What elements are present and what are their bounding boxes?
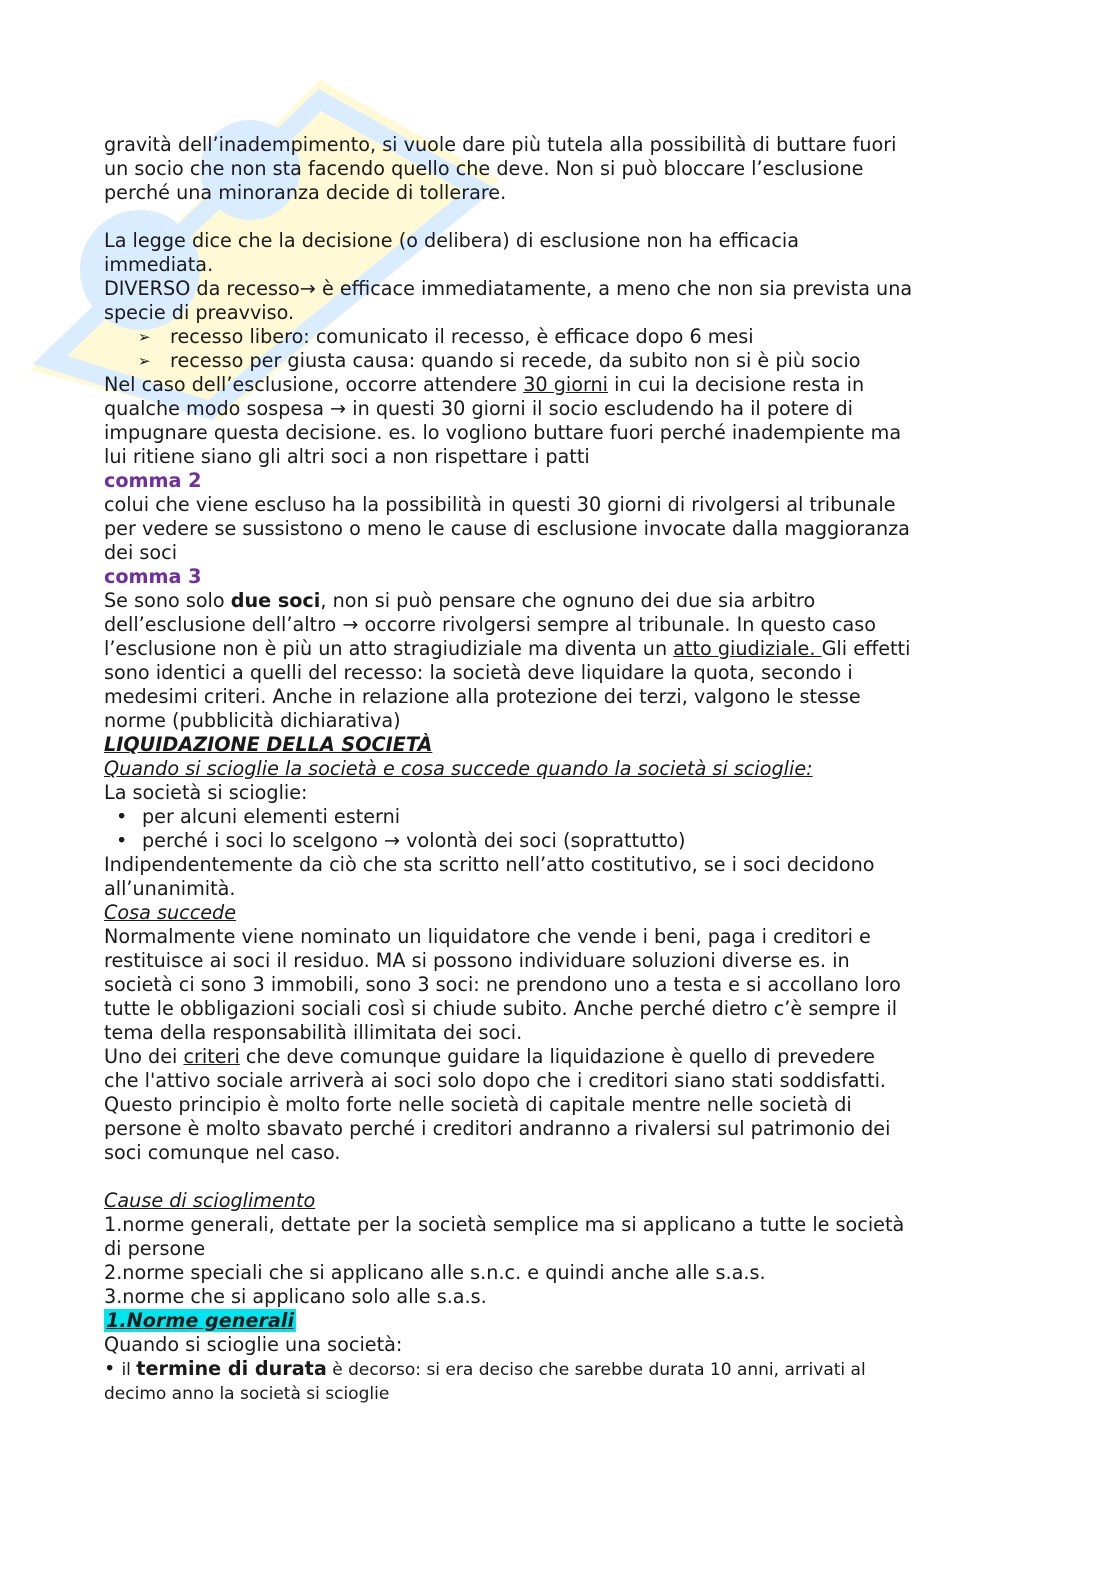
paragraph-line: un socio che non sta facendo quello che deve. Non si può bloccare l’esclusione (104, 157, 864, 180)
bullet-icon: • (116, 805, 128, 828)
paragraph-line: l’esclusione non è più un atto stragiudiziale ma diventa un atto giudiziale. Gli effetti (104, 637, 911, 660)
paragraph-line: specie di preavviso. (104, 301, 295, 324)
paragraph-line: impugnare questa decisione. es. lo vogliono buttare fuori perché inadempiente ma (104, 421, 902, 444)
paragraph-line: Uno dei criteri che deve comunque guidare la liquidazione è quello di prevedere (104, 1045, 875, 1068)
paragraph-line: sono identici a quelli del recesso: la società deve liquidare la quota, secondo i (104, 661, 853, 684)
subheading: Cosa succede (104, 901, 237, 924)
paragraph-line: dell’esclusione dell’altro → occorre rivolgersi sempre al tribunale. In questo caso (104, 613, 877, 636)
paragraph-line: società ci sono 3 immobili, sono 3 soci: ne prendono uno a testa e si accollano loro (104, 973, 901, 996)
paragraph-line: gravità dell’inadempimento, si vuole dare più tutela alla possibilità di buttare fuori (104, 133, 897, 156)
paragraph-line: perché una minoranza decide di tollerare. (104, 181, 507, 204)
paragraph-line: per vedere se sussistono o meno le cause di esclusione invocate dalla maggioranza (104, 517, 910, 540)
section-heading: LIQUIDAZIONE DELLA SOCIETÀ (104, 733, 433, 756)
list-item: • perché i soci lo scelgono → volontà dei soci (soprattutto) (116, 829, 686, 852)
paragraph-line: Se sono solo due soci, non si può pensare che ognuno dei due sia arbitro (104, 589, 816, 612)
subheading: Cause di scioglimento (104, 1189, 316, 1212)
subheading: Quando si scioglie la società e cosa succede quando la società si scioglie: (104, 757, 813, 780)
arrow-bullet-icon: ➢ (138, 352, 151, 370)
paragraph-line: Indipendentemente da ciò che sta scritto nell’atto costitutivo, se i soci decidono (104, 853, 875, 876)
bullet-icon: • (116, 829, 128, 852)
list-item: ➢ recesso libero: comunicato il recesso, è efficace dopo 6 mesi (138, 325, 754, 348)
paragraph-line: persone è molto sbavato perché i creditori andranno a rivalersi sul patrimonio dei (104, 1117, 891, 1140)
paragraph-line: La legge dice che la decisione (o delibera) di esclusione non ha efficacia (104, 229, 799, 252)
paragraph-line: DIVERSO da recesso→ è efficace immediatamente, a meno che non sia prevista una (104, 277, 913, 300)
paragraph-line: Normalmente viene nominato un liquidatore che vende i beni, paga i creditori e (104, 925, 871, 948)
paragraph-line: soci comunque nel caso. (104, 1141, 341, 1164)
paragraph-line: norme (pubblicità dichiarativa) (104, 709, 401, 732)
paragraph-line: lui ritiene siano gli altri soci a non rispettare i patti (104, 445, 590, 468)
paragraph-line: 1.norme generali, dettate per la società semplice ma si applicano a tutte le società (104, 1213, 905, 1236)
paragraph-line: decimo anno la società si scioglie (104, 1384, 390, 1404)
paragraph-line: Questo principio è molto forte nelle società di capitale mentre nelle società di (104, 1093, 852, 1116)
paragraph-line: qualche modo sospesa → in questi 30 giorni il socio escludendo ha il potere di (104, 397, 853, 420)
paragraph-line: Quando si scioglie una società: (104, 1333, 403, 1356)
paragraph-line: all’unanimità. (104, 877, 236, 900)
list-item: • il termine di durata è decorso: si era deciso che sarebbe durata 10 anni, arrivati al (104, 1357, 866, 1380)
paragraph-line: tutte le obbligazioni sociali così si chiude subito. Anche perché dietro c’è sempre il (104, 997, 898, 1020)
paragraph-line: che l'attivo sociale arriverà ai soci solo dopo che i creditori siano stati soddisfatti. (104, 1069, 887, 1092)
paragraph-line: restituisce ai soci il residuo. MA si possono individuare soluzioni diverse es. in (104, 949, 850, 972)
document-page (104, 133, 984, 1406)
section-label: comma 2 (104, 469, 202, 492)
paragraph-line: tema della responsabilità illimitata dei soci. (104, 1021, 523, 1044)
paragraph-line: colui che viene escluso ha la possibilità in questi 30 giorni di rivolgersi al tribunale (104, 493, 896, 516)
paragraph-line: dei soci (104, 541, 178, 564)
paragraph-line: Nel caso dell’esclusione, occorre attendere 30 giorni in cui la decisione resta in (104, 373, 865, 396)
list-item: ➢ recesso per giusta causa: quando si recede, da subito non si è più socio (138, 349, 861, 372)
paragraph-line: 3.norme che si applicano solo alle s.a.s. (104, 1285, 487, 1308)
paragraph-line: immediata. (104, 253, 214, 276)
bullet-icon: • (104, 1357, 116, 1380)
section-label: comma 3 (104, 565, 202, 588)
list-item: • per alcuni elementi esterni (116, 805, 401, 828)
paragraph-line: La società si scioglie: (104, 781, 308, 804)
paragraph-line: medesimi criteri. Anche in relazione alla protezione dei terzi, valgono le stesse (104, 685, 861, 708)
arrow-bullet-icon: ➢ (138, 328, 151, 346)
highlighted-heading: 1.Norme generali (106, 1309, 295, 1332)
paragraph-line: 2.norme speciali che si applicano alle s.n.c. e quindi anche alle s.a.s. (104, 1261, 766, 1284)
paragraph-line: di persone (104, 1237, 206, 1260)
